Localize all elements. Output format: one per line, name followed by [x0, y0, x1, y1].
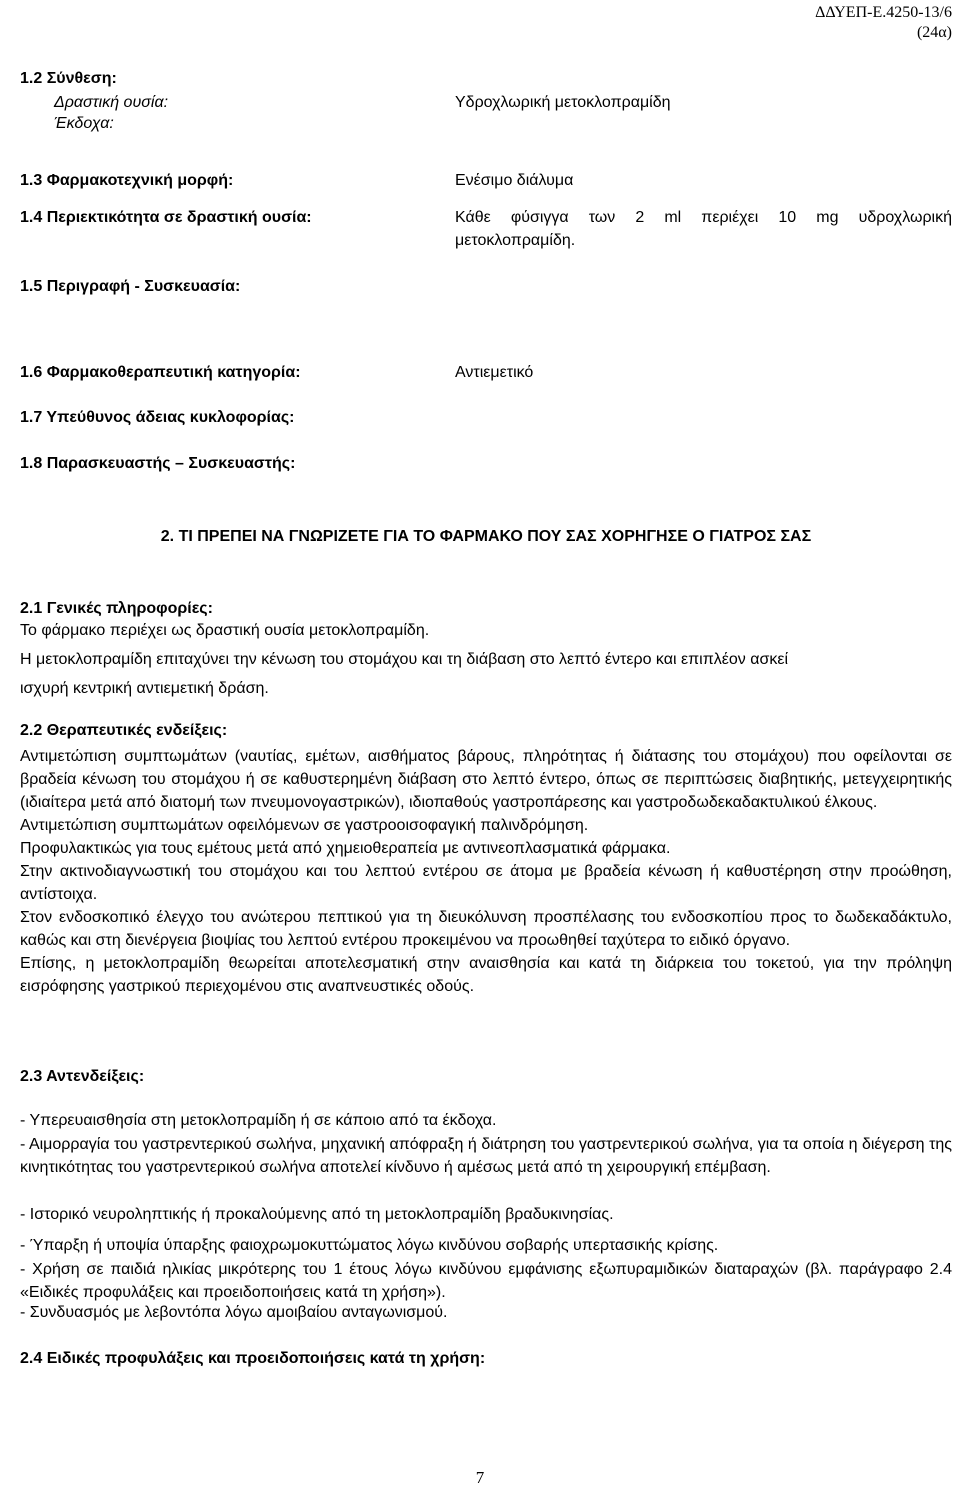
contraindication-item: - Συνδυασμός με λεβοντόπα λόγω αμοιβαίου ανταγωνισμού. [20, 1304, 448, 1321]
indication-paragraph: Προφυλακτικώς για τους εμέτους μετά από χημειοθεραπεία με αντινεοπλασματικά φάρμακα. [20, 840, 671, 857]
document-reference: ΔΔΥΕΠ-Ε.4250-13/6 [815, 4, 952, 21]
strength-value-line1: Κάθε φύσιγγα των 2 ml περιέχει 10 mg υδροχλωρική [455, 209, 952, 226]
contraindication-item: - Υπερευαισθησία στη μετοκλοπραμίδη ή σε κάποιο από τα έκδοχα. [20, 1112, 497, 1129]
contraindication-item [20, 1133, 952, 1179]
section-2-title: 2. ΤΙ ΠΡΕΠΕΙ ΝΑ ΓΝΩΡΙΖΕΤΕ ΓΙΑ ΤΟ ΦΑΡΜΑΚΟ ΠΟΥ ΣΑΣ ΧΟΡΗΓΗΣΕ Ο ΓΙΑΤΡΟΣ ΣΑΣ [160, 528, 812, 545]
marketing-holder-label: 1.7 Υπεύθυνος άδειας κυκλοφορίας: [20, 409, 295, 426]
active-substance-label: Δραστική ουσία: [54, 94, 169, 111]
indication-paragraph: Στην ακτινοδιαγνωστική του στομάχου και του λεπτού εντέρου σε άτομα με βραδεία κένωση ή καθυστέρηση στην προώθηση, αντίστοιχα. [20, 863, 952, 903]
pharmaceutical-form-label: 1.3 Φαρμακοτεχνική μορφή: [20, 172, 234, 189]
general-info-line3: ισχυρή κεντρική αντιεμετική δράση. [20, 680, 269, 697]
contraindication-item [20, 1258, 952, 1304]
therapeutic-category-value: Αντιεμετικό [455, 364, 534, 381]
pharmaceutical-form-value: Ενέσιμο διάλυμα [455, 172, 574, 189]
strength-value-line2: μετοκλοπραμίδη. [455, 232, 576, 249]
description-packaging-label: 1.5 Περιγραφή - Συσκευασία: [20, 278, 241, 295]
general-info-line2: Η μετοκλοπραμίδη επιταχύνει την κένωση του στομάχου και τη διάβαση στο λεπτό έντερο και επιπλέον ασκεί [20, 651, 789, 668]
active-substance-value: Υδροχλωρική μετοκλοπραμίδη [455, 94, 671, 111]
general-info-line1: Το φάρμακο περιέχει ως δραστική ουσία μετοκλοπραμίδη. [20, 622, 430, 639]
indications-body [20, 745, 952, 998]
contraindication-text: - Αιμορραγία του γαστρεντερικού σωλήνα, μηχανική απόφραξη ή διάτρηση του γαστρεντερικού σωλήνα, για τα οποία η διέγερση της κινητικότητας του γαστρεντερικού σωλήνα αποτελεί κίνδυνο ή αμέσως μετά από τη χειρουργική επέμβαση. [20, 1136, 952, 1176]
precautions-heading: 2.4 Ειδικές προφυλάξεις και προειδοποιήσεις κατά τη χρήση: [20, 1350, 486, 1367]
indications-heading: 2.2 Θεραπευτικές ενδείξεις: [20, 722, 228, 739]
composition-heading: 1.2 Σύνθεση: [20, 70, 117, 87]
contraindication-item: - Ιστορικό νευροληπτικής ή προκαλούμενης από τη μετοκλοπραμίδη βραδυκινησίας. [20, 1206, 614, 1223]
excipients-label: Έκδοχα: [54, 115, 114, 132]
manufacturer-label: 1.8 Παρασκευαστής – Συσκευαστής: [20, 455, 296, 472]
indication-paragraph: Επίσης, η μετοκλοπραμίδη θεωρείται αποτελεσματική στην αναισθησία και κατά τη διάρκεια του τοκετού, για την πρόληψη εισρόφησης γαστρικού περιεχομένου στις αναπνευστικές οδούς. [20, 955, 952, 995]
strength-label: 1.4 Περιεκτικότητα σε δραστική ουσία: [20, 209, 312, 226]
therapeutic-category-label: 1.6 Φαρμακοθεραπευτική κατηγορία: [20, 364, 301, 381]
contraindication-item: - Ύπαρξη ή υποψία ύπαρξης φαιοχρωμοκυττώματος λόγω κινδύνου σοβαρής υπερτασικής κρίσης. [20, 1237, 719, 1254]
general-info-heading: 2.1 Γενικές πληροφορίες: [20, 600, 213, 617]
indication-paragraph: Αντιμετώπιση συμπτωμάτων (ναυτίας, εμέτων, αισθήματος βάρους, πληρότητας ή διάτασης του στομάχου) που οφείλονται σε βραδεία κένωση του στομάχου ή σε καθυστερημένη διάβαση στο λεπτό έντερο, όπως σε περιπτώσεις διαβητικής, μετεγχειρητικής (ιδιαίτερα μετά από διατομή των πνευμονογαστρικών), ιδιοπαθούς γαστροπάρεσης και γαστροδωδεκαδακτυλικού έλκους. [20, 748, 952, 811]
document-reference-suffix: (24α) [916, 24, 952, 41]
indication-paragraph: Αντιμετώπιση συμπτωμάτων οφειλόμενων σε γαστροοισοφαγική παλινδρόμηση. [20, 817, 589, 834]
page-number: 7 [475, 1468, 485, 1487]
indication-paragraph: Στον ενδοσκοπικό έλεγχο του ανώτερου πεπτικού για τη διευκόλυνση προσπέλασης του ενδοσκοπίου προς το δωδεκαδάκτυλο, καθώς και στη διενέργεια βιοψίας του λεπτού εντέρου προκειμένου να προωθηθεί ταχύτερα το ειδικό όργανο. [20, 909, 952, 949]
contraindications-heading: 2.3 Αντενδείξεις: [20, 1068, 145, 1085]
contraindication-text: - Χρήση σε παιδιά ηλικίας μικρότερης του 1 έτους λόγω κινδύνου εμφάνισης εξωπυραμιδικών διαταραχών (βλ. παράγραφο 2.4 «Ειδικές προφυλάξεις και προειδοποιήσεις κατά τη χρήση»). [20, 1261, 952, 1301]
